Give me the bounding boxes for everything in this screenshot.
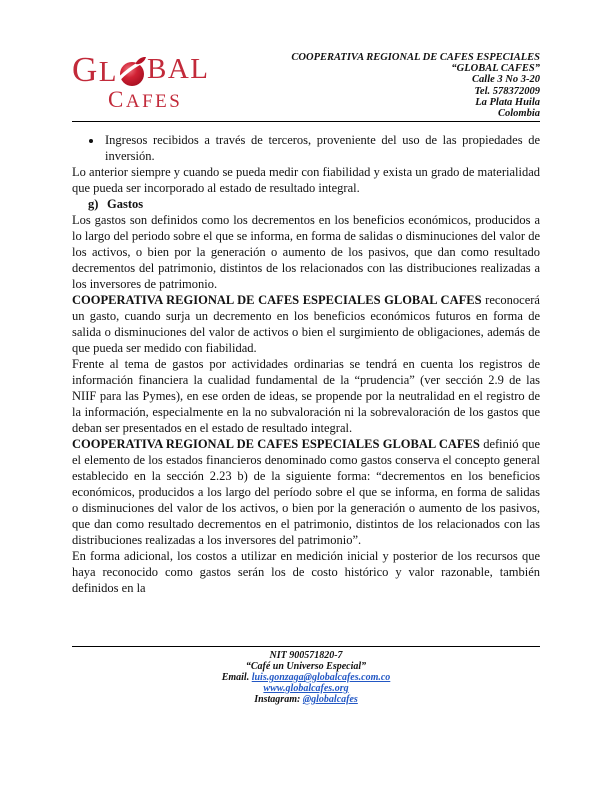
footer-website-line [72, 683, 540, 694]
email-link[interactable]: luis.gonzaga@globalcafes.com.co [251, 672, 391, 683]
paragraph-text: reconocerá un gasto, cuando surja un decremento en los beneficios económicos futuros en forma de salida o disminuciones del valor de activos o bien el surgimiento de obligaciones, además de que pueda ser medido con fiabilidad. [72, 293, 540, 356]
header-divider [72, 121, 540, 122]
company-name-line: COOPERATIVA REGIONAL DE CAFES ESPECIALES [291, 52, 540, 63]
city-line: La Plata Huila [475, 96, 540, 108]
globe-icon [119, 57, 146, 87]
paragraph [72, 292, 540, 356]
bullet-list [72, 132, 540, 164]
email-label: Email. [221, 672, 252, 683]
company-brand-line: “GLOBAL CAFES” [451, 63, 540, 75]
page-footer [72, 646, 540, 705]
logo-text-bal: BAL [147, 53, 210, 85]
paragraph-bold-lead: COOPERATIVA REGIONAL DE CAFES ESPECIALES GLOBAL CAFES [72, 293, 482, 308]
footer-slogan: “Café un Universo Especial” [245, 661, 367, 672]
paragraph-text: En forma adicional, los costos a utilizar en medición inicial y posterior de los recursos que haya reconocido como gastos serán los de costo histórico y valor razonable, también definidos en la [72, 549, 540, 596]
heading-title: Gastos [107, 197, 144, 212]
intro-paragraph: Lo anterior siempre y cuando se pueda medir con fiabilidad y exista un grado de materialidad que pueda ser incorporado al estado de resultado integral. [72, 165, 540, 196]
logo-word-global [72, 52, 210, 87]
footer-nit: NIT 900571820-7 [269, 650, 343, 661]
paragraph [72, 548, 540, 596]
list-item: • Ingresos recibidos a través de terceros, proveniente del uso de las propiedades de inversión. [103, 132, 540, 164]
document-body [72, 132, 540, 596]
heading-letter: g) [88, 197, 99, 212]
phone-line: Tel. 578372009 [474, 85, 540, 97]
footer-email-line [72, 672, 540, 683]
paragraph [72, 356, 540, 436]
paragraph-text: definió que el elemento de los estados financieros denominado como gastos conserva el concepto general establecido en la sección 2.23 b) de la siguiente forma: “decrementos en los beneficios económicos, producidos a los largo del período sobre el que se informa, en forma de salidas o disminuciones del valor de los activos, o bien por la generación o aumento de los pasivos, que dan como resultado decrementos en el patrimonio, distintos de los relacionados con las distribuciones realizadas a los inversores del patrimonio”. [72, 437, 540, 548]
footer-divider [72, 646, 540, 647]
logo-text-gl: GL [72, 50, 118, 89]
company-address-block [291, 52, 540, 119]
paragraph [72, 212, 540, 292]
paragraph-text: Frente al tema de gastos por actividades ordinarias se tendrá en cuenta los registros de información financiera la cualidad fundamental de la “prudencia” (ver sección 2.9 de las NIIF para las Pymes), en ese orden de ideas, se propende por la neutralidad en el registro de la información, especialmente en la no subvaloración ni la sobrevaloración de los gastos que deban ser presentados en el estado de resultado integral. [72, 357, 540, 436]
page-header [72, 52, 540, 119]
paragraph-text: Los gastos son definidos como los decrementos en los beneficios económicos, producidos a lo largo del periodo sobre el que se informa, en forma de salidas o disminuciones del valor de los activos, o bien por la generación o aumento de los pasivos, que dan como resultado decrementos del patrimonio, distintos de los relacionados con las distribuciones realizadas a los inversores de patrimonio. [72, 213, 540, 292]
street-address-line: Calle 3 No 3-20 [472, 74, 540, 86]
global-cafes-logo [72, 52, 210, 111]
logo-word-cafes: CAFES [108, 87, 183, 112]
paragraph-bold-lead: COOPERATIVA REGIONAL DE CAFES ESPECIALES GLOBAL CAFES [72, 437, 480, 452]
instagram-link[interactable]: @globalcafes [302, 694, 358, 705]
website-link[interactable]: www.globalcafes.org [263, 683, 349, 694]
footer-instagram-line [72, 694, 540, 705]
paragraph [72, 436, 540, 548]
country-line: Colombia [497, 108, 540, 120]
section-heading-gastos [72, 196, 540, 212]
instagram-label: Instagram: [254, 694, 303, 705]
